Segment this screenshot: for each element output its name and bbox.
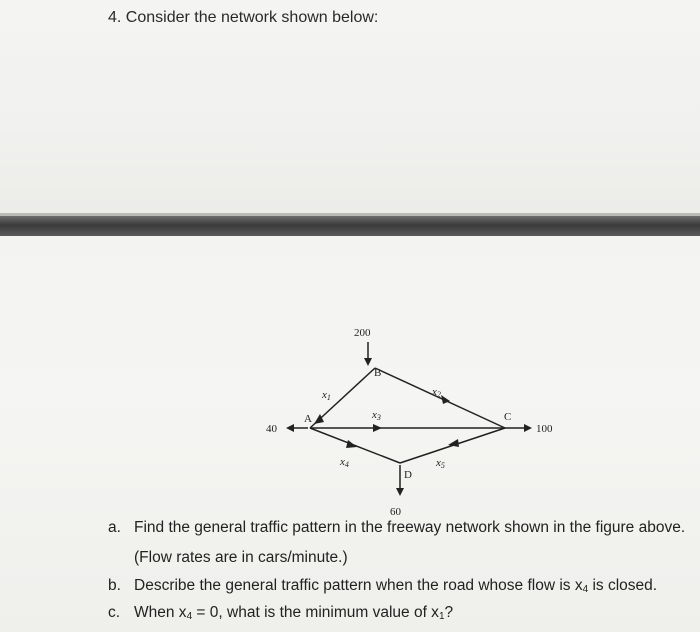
question-c [108, 604, 453, 622]
flow-x2-label: x2 [432, 386, 441, 399]
inflow-b-label: 200 [354, 327, 371, 339]
question-c-text-end: ? [444, 604, 454, 621]
paper-top-region [0, 0, 700, 228]
flow-x1-label: x1 [322, 389, 331, 402]
question-a [108, 519, 685, 537]
flow-x3-label: x3 [372, 409, 381, 422]
question-c-subscript-1: 4 [186, 611, 193, 622]
arrow-x3 [373, 424, 382, 432]
network-diagram [260, 318, 580, 518]
question-b-text: Describe the general traffic pattern when the road whose flow is x [134, 577, 583, 594]
node-b-label: B [374, 367, 382, 379]
question-c-text: When x [134, 604, 187, 621]
question-a-marker: a. [108, 519, 121, 536]
problem-title: Consider the network shown below: [125, 9, 379, 26]
question-b-subscript: 4 [582, 584, 589, 595]
problem-number: 4. [108, 9, 122, 26]
question-b-marker: b. [108, 577, 121, 594]
paper-divider [0, 216, 700, 236]
question-b [108, 577, 657, 595]
flow-x5-label: x5 [436, 457, 445, 470]
question-a-note [108, 549, 348, 567]
outflow-c-label: 100 [536, 423, 553, 435]
flow-x4-label: x4 [340, 456, 349, 469]
question-a-note-text: (Flow rates are in cars/minute.) [134, 549, 348, 566]
arrow-x4 [346, 440, 357, 448]
question-a-text: Find the general traffic pattern in the freeway network shown in the figure above. [134, 519, 686, 536]
outflow-d-label: 60 [390, 506, 401, 518]
node-a-label: A [304, 413, 312, 425]
outflow-a-label: 40 [266, 423, 277, 435]
node-c-label: C [504, 411, 512, 423]
question-c-subscript-2: 1 [438, 611, 445, 622]
question-b-text-end: is closed. [588, 577, 658, 594]
node-d-label: D [404, 469, 412, 481]
question-c-marker: c. [108, 604, 121, 621]
question-c-text-mid: = 0, what is the minimum value of x [192, 604, 439, 621]
problem-heading [108, 9, 378, 27]
